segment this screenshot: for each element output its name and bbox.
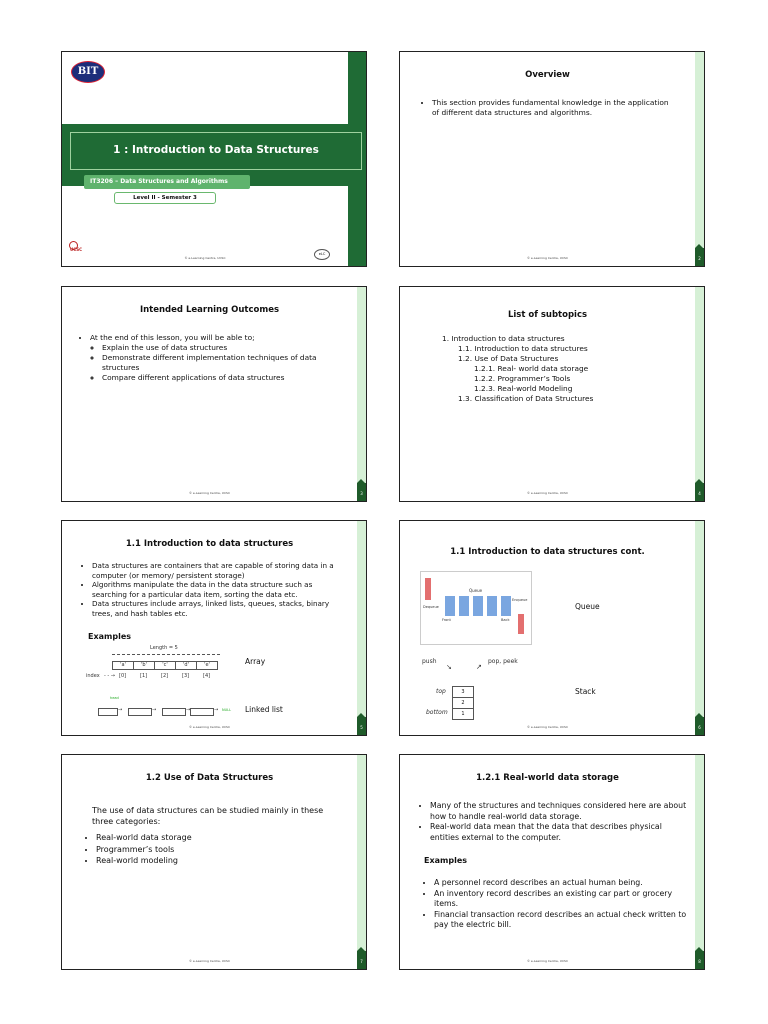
pop-arrow-icon: ↗ [476, 663, 482, 671]
example-item: • An inventory record describes an existing car part or grocery items. [434, 889, 688, 910]
array-cell: 'b' [133, 661, 155, 670]
page-number: 4 [695, 483, 704, 501]
list-node [190, 708, 214, 716]
array-cell: 'e' [196, 661, 218, 670]
push-label: push [422, 658, 437, 665]
bullet: • This section provides fundamental knowledge in the application of different data structures and algorithms. [432, 98, 672, 118]
list-node [162, 708, 186, 716]
index-arrow-icon: - - → [104, 673, 115, 679]
footer: © e-Learning Centre, UCSC [184, 256, 226, 260]
queue-element [473, 596, 483, 616]
array-cell: 'c' [154, 661, 176, 670]
page-number: 3 [357, 483, 366, 501]
bullet: • Algorithms manipulate the data in the data structure such as searching for a particular data item, sorting the data etc. [92, 580, 348, 599]
slide-1 [61, 51, 367, 267]
queue-label: Queue [575, 602, 600, 611]
outcome-item: ◦ Compare different applications of data structures [102, 373, 340, 383]
footer: © e-Learning Centre, UCSC [188, 491, 231, 495]
page-number: 5 [357, 717, 366, 735]
stack-item: 3 [452, 686, 474, 698]
footer: © e-Learning Centre, UCSC [526, 256, 569, 260]
slide-5 [61, 520, 367, 736]
subtopic-item: 1.2.3. Real-world Modeling [474, 384, 573, 393]
stack-label: Stack [575, 687, 596, 696]
page-number: 8 [695, 951, 704, 969]
slide-title: 1.2 Use of Data Structures [145, 773, 274, 783]
slide-title: 1.1 Introduction to data structures cont. [450, 547, 645, 557]
slide-sidebar [695, 287, 704, 501]
queue-element [445, 596, 455, 616]
array-index: [1] [140, 673, 148, 679]
slide-sidebar [695, 52, 704, 266]
push-arrow-icon: ↘ [446, 663, 452, 671]
subtopic-item: 1.2. Use of Data Structures [458, 354, 559, 363]
top-label: top [436, 688, 446, 695]
pop-label: pop, peek [488, 658, 518, 665]
slide-sidebar [695, 755, 704, 969]
back-label: Back [501, 618, 510, 622]
intro-text: The use of data structures can be studied mainly in these three categories: [92, 806, 324, 826]
category-item: • Real-world data storage [96, 832, 326, 844]
slide-title: 1 : Introduction to Data Structures [113, 144, 319, 156]
outcome-item: ◦ Demonstrate different implementation techniques of data structures [102, 353, 340, 373]
slide-sidebar [695, 521, 704, 735]
bullet: • Real-world data mean that the data that describes physical entities external to the computer. [430, 822, 688, 843]
subtopic-item: 1.2.2. Programmer’s Tools [474, 374, 571, 383]
array-index: [3] [182, 673, 190, 679]
slide-sidebar [357, 755, 366, 969]
length-line [112, 654, 220, 655]
category-item: • Real-world modeling [96, 855, 326, 867]
array-cell: 'd' [175, 661, 197, 670]
subtopic-list [442, 334, 672, 404]
footer: © e-Learning Centre, UCSC [188, 959, 231, 963]
bullet: • Data structures are containers that are capable of storing data in a computer (or memory/ persistent storage) [92, 561, 348, 580]
slide-title: List of subtopics [507, 310, 588, 320]
queue-diagram [420, 571, 532, 645]
enqueue-label: Enqueue [512, 598, 528, 602]
title-box [70, 132, 362, 170]
slide-sidebar [357, 287, 366, 501]
slide-title: Overview [525, 70, 570, 80]
dequeue-label: Dequeue [423, 605, 439, 609]
list-node [128, 708, 152, 716]
bullet: • Data structures include arrays, linked lists, queues, stacks, binary trees, and hash tables etc. [92, 599, 348, 618]
subtopic-item: 1.2.1. Real- world data storage [474, 364, 589, 373]
course-code: IT3206 – Data Structures and Algorithms [84, 175, 250, 189]
category-item: • Programmer’s tools [96, 844, 326, 856]
ucsc-logo-text: UCSC [70, 247, 83, 252]
level-badge: Level II - Semester 3 [114, 192, 216, 204]
array-index: [2] [161, 673, 169, 679]
page-number: 6 [695, 717, 704, 735]
head-label: head [110, 696, 119, 700]
subtopic-item: 1.1. Introduction to data structures [458, 344, 588, 353]
stack-item: 1 [452, 708, 474, 720]
slide-8 [399, 754, 705, 970]
outcome-item: ◦ Explain the use of data structures [102, 343, 340, 353]
linked-list-label: Linked list [245, 705, 283, 714]
array-index: [4] [203, 673, 211, 679]
elearning-logo: eLC [314, 249, 330, 260]
examples-heading: Examples [424, 856, 468, 865]
bullet: • Many of the structures and techniques considered here are about how to handle real-world data storage. [430, 801, 688, 822]
subtopic-item: 1.3. Classification of Data Structures [458, 394, 594, 403]
footer: © e-Learning Centre, UCSC [188, 725, 231, 729]
null-label: NULL [222, 708, 232, 712]
slide-title: Intended Learning Outcomes [139, 305, 280, 315]
dequeue-element [425, 578, 431, 600]
array-index: [0] [119, 673, 127, 679]
slide-title: 1.2.1 Real-world data storage [476, 773, 619, 783]
node-arrow-icon: → [214, 707, 219, 713]
slide-7 [61, 754, 367, 970]
slide-4 [399, 286, 705, 502]
list-node [98, 708, 118, 716]
examples-heading: Examples [88, 632, 132, 641]
node-arrow-icon: → [186, 707, 191, 713]
queue-inner-label: Queue [469, 588, 483, 593]
footer: © e-Learning Centre, UCSC [526, 725, 569, 729]
queue-element [501, 596, 511, 616]
queue-element [459, 596, 469, 616]
example-item: • Financial transaction record describes an actual check written to pay the electric bill. [434, 910, 688, 931]
footer: © e-Learning Centre, UCSC [526, 959, 569, 963]
array-cell: 'a' [112, 661, 134, 670]
length-label: Length = 5 [150, 645, 178, 651]
page-number: 7 [357, 951, 366, 969]
page-number: 2 [695, 248, 704, 266]
array-label: Array [245, 657, 266, 666]
stack-item: 2 [452, 697, 474, 709]
footer: © e-Learning Centre, UCSC [526, 491, 569, 495]
subtopic-item: 1. Introduction to data structures [442, 334, 565, 343]
slide-2 [399, 51, 705, 267]
node-arrow-icon: → [152, 707, 157, 713]
example-item: • A personnel record describes an actual human being. [434, 878, 688, 889]
queue-element [487, 596, 497, 616]
slide-6 [399, 520, 705, 736]
bit-logo: BIT [71, 61, 105, 83]
front-label: Front [442, 618, 451, 622]
enqueue-element [518, 614, 524, 634]
slide-sidebar [357, 521, 366, 735]
node-arrow-icon: → [118, 707, 123, 713]
slide-title: 1.1 Introduction to data structures [125, 539, 294, 549]
bottom-label: bottom [426, 709, 448, 716]
index-label: index [86, 673, 100, 679]
slide-3 [61, 286, 367, 502]
bullet-intro: • At the end of this lesson, you will be able to; ◦ Explain the use of data structures ◦ Demonstrate different implementation techniques of data structures ◦ Compare different applications of data structures [90, 333, 340, 383]
